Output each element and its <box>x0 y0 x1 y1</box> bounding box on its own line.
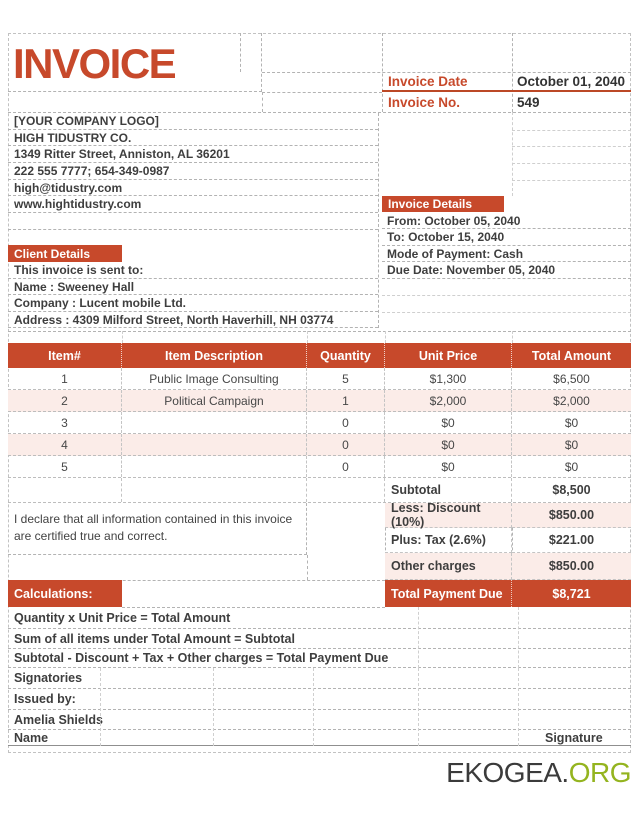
grid-line <box>262 92 263 112</box>
issued-by-label: Issued by: <box>14 692 76 706</box>
subtotal-row <box>8 478 631 503</box>
other-charges-value: $850.00 <box>512 553 631 580</box>
item-unit-price: $1,300 <box>385 368 512 389</box>
calc-line <box>8 629 631 649</box>
grid-line <box>418 668 419 746</box>
subtotal-label: Subtotal <box>385 478 512 502</box>
item-quantity: 0 <box>307 412 385 433</box>
name-label: Name <box>14 730 49 745</box>
table-row <box>8 456 631 478</box>
calculations-header: Calculations: <box>8 580 122 607</box>
item-no: 5 <box>8 456 122 477</box>
client-name: Name : Sweeney Hall <box>8 279 378 295</box>
item-total: $0 <box>564 415 579 430</box>
grid-line <box>418 607 419 668</box>
grid-line <box>307 555 308 580</box>
grid-line <box>213 668 214 746</box>
item-description <box>122 434 307 455</box>
invoice-date-value: October 01, 2040 <box>517 74 626 89</box>
calc-line <box>8 649 631 668</box>
grid-line <box>385 331 386 343</box>
item-total: $0 <box>564 437 579 452</box>
item-description: Political Campaign <box>122 390 307 411</box>
item-quantity: 0 <box>307 434 385 455</box>
item-no: 2 <box>8 390 122 411</box>
total-payment-value: $8,721 <box>552 586 591 601</box>
grid-line <box>313 668 314 746</box>
empty-cell <box>307 478 385 502</box>
calc-line-1: Quantity x Unit Price = Total Amount <box>14 610 231 625</box>
item-quantity: 5 <box>307 368 385 389</box>
grid-line <box>262 92 382 93</box>
grid-line <box>378 113 379 328</box>
name-signature-row <box>8 730 631 746</box>
grid-line <box>8 331 631 332</box>
grid-line <box>518 668 519 746</box>
grid-line <box>122 331 123 343</box>
item-no: 4 <box>8 434 122 455</box>
discount-label: Less: Discount (10%) <box>385 503 512 528</box>
grid-line <box>100 668 101 746</box>
issued-by-row <box>8 689 631 710</box>
grid-line <box>512 112 513 196</box>
item-total: $6,500 <box>553 371 590 386</box>
invoice-details-due-date: Due Date: November 05, 2040 <box>382 262 631 279</box>
grid-line <box>8 229 378 230</box>
discount-value: $850.00 <box>512 503 631 528</box>
client-company: Company : Lucent mobile Ltd. <box>8 295 378 312</box>
item-description <box>122 456 307 477</box>
client-details-header: Client Details <box>8 245 122 262</box>
company-phone: 222 555 7777; 654-349-0987 <box>8 163 378 180</box>
item-unit-price: $0 <box>385 434 512 455</box>
issuer-name: Amelia Shields <box>14 712 103 727</box>
signature-label: Signature <box>545 730 603 745</box>
col-header-total-amount: Total Amount <box>531 348 612 363</box>
total-payment-label: Total Payment Due <box>385 580 512 607</box>
grid-line <box>512 180 631 181</box>
declaration-line-2: are certified true and correct. <box>14 529 168 543</box>
company-email: high@tidustry.com <box>8 180 378 196</box>
items-table-header <box>8 343 631 368</box>
calc-line-3: Subtotal - Discount + Tax + Other charges = Total Payment Due <box>14 651 389 665</box>
table-row <box>8 434 631 456</box>
invoice-details-from: From: October 05, 2040 <box>382 213 631 229</box>
signatories-header: Signatories <box>14 671 83 685</box>
page-title: INVOICE <box>13 40 176 87</box>
calc-line <box>8 607 631 629</box>
item-unit-price: $2,000 <box>385 390 512 411</box>
invoice-no-value: 549 <box>517 95 540 110</box>
accent-rule <box>382 90 631 92</box>
invoice-details-payment-mode: Mode of Payment: Cash <box>382 246 631 262</box>
grid-line <box>512 163 631 164</box>
total-payment-row <box>385 580 631 607</box>
table-row <box>8 390 631 412</box>
company-website: www.hightidustry.com <box>8 196 378 213</box>
item-description: Public Image Consulting <box>122 368 307 389</box>
grid-line <box>512 130 631 131</box>
tax-label: Plus: Tax (2.6%) <box>385 528 512 553</box>
company-logo-placeholder: [YOUR COMPANY LOGO] <box>8 113 378 130</box>
declaration-text <box>8 503 307 555</box>
col-header-item-no: Item# <box>8 343 122 368</box>
item-quantity: 0 <box>307 456 385 477</box>
grid-line <box>512 146 631 147</box>
invoice-date-label: Invoice Date <box>388 74 468 89</box>
col-header-description: Item Description <box>122 343 307 368</box>
invoice-details-to: To: October 15, 2040 <box>382 229 631 246</box>
item-no: 3 <box>8 412 122 433</box>
subtotal-value: $8,500 <box>552 483 591 497</box>
brand-dark-text: EKOGEA. <box>446 757 569 788</box>
grid-line <box>382 312 631 313</box>
invoice-no-label: Invoice No. <box>388 95 461 110</box>
item-no: 1 <box>8 368 122 389</box>
item-quantity: 1 <box>307 390 385 411</box>
col-header-unit-price: Unit Price <box>385 343 512 368</box>
company-address: 1349 Ritter Street, Anniston, AL 36201 <box>8 146 378 163</box>
company-name: HIGH TIDUSTRY CO. <box>8 130 378 146</box>
client-address: Address : 4309 Milford Street, North Haverhill, NH 03774 <box>8 312 378 328</box>
item-total: $0 <box>564 459 579 474</box>
empty-cell <box>122 478 307 502</box>
item-total: $2,000 <box>553 393 590 408</box>
grid-line <box>307 331 308 343</box>
declaration-line-1: I declare that all information contained in this invoice <box>14 512 293 526</box>
grid-line <box>382 295 631 296</box>
client-sent-to: This invoice is sent to: <box>8 262 378 279</box>
item-unit-price: $0 <box>385 456 512 477</box>
issuer-name-row <box>8 710 631 730</box>
item-description <box>122 412 307 433</box>
table-row <box>8 412 631 434</box>
calc-line-2: Sum of all items under Total Amount = Subtotal <box>14 631 295 646</box>
other-charges-label: Other charges <box>385 553 512 580</box>
table-row <box>8 368 631 390</box>
grid-line <box>240 33 241 72</box>
col-header-quantity: Quantity <box>307 343 385 368</box>
invoice-details-header: Invoice Details <box>382 196 504 212</box>
grid-line <box>518 607 519 668</box>
empty-cell <box>8 478 122 502</box>
grid-line <box>512 331 513 343</box>
tax-value: $221.00 <box>512 528 631 553</box>
brand-green-text: ORG <box>568 757 631 788</box>
brand-logo <box>331 757 631 793</box>
item-unit-price: $0 <box>385 412 512 433</box>
signatories-row <box>8 668 631 689</box>
